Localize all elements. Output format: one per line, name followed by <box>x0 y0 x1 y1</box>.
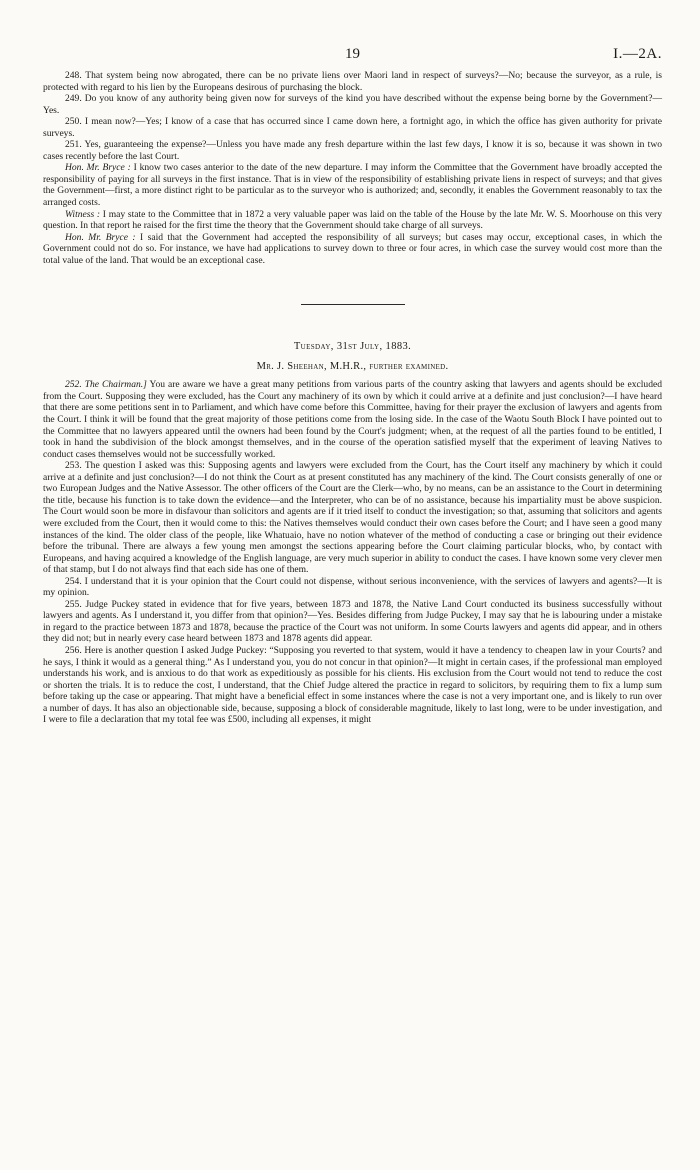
section-divider <box>301 304 405 305</box>
paragraph <box>43 93 662 116</box>
paragraph-text: 250. I mean now?—Yes; I know of a case that has occurred since I came down here, a fortnight ago, in which the office has given authority for private surveys. <box>43 116 662 139</box>
document-body <box>43 70 662 726</box>
paragraph-text: I know two cases anterior to the date of the new departure. I may inform the Committee that the Government have broadly accepted the responsibility of paying for all surveys in the first instance. That is in view of the responsibility of establishing private liens in respect of surveys; and that gives the Government—first, a more distinct right to be particular as to the surveyor who is authorized; and, secondly, it enables the Government reasonably to tax the arranged costs. <box>43 162 662 209</box>
evidence-section-two <box>43 379 662 725</box>
speaker-label: Witness : <box>65 208 101 220</box>
paragraph <box>43 116 662 139</box>
page-header <box>43 38 662 68</box>
paragraph <box>43 379 662 460</box>
paragraph-text: 253. The question I asked was this: Supposing agents and lawyers were excluded from the Court, has the Court itself any machinery by which it could arrive at a definite and just conclusion?—I do not think the Court as at present constituted has any machinery of the kind. The Court consists generally of one or two European Judges and the Native Assessor. The other officers of the Court are the Clerk—who, by no means, can be an assistance to the Court in determining the title, because his function is to take down the evidence—and the Interpreter, who can be of no assistance, because his impartiality must be above suspicion. The Court would soon be more in disfavour than solicitors and agents are if it tried itself to conduct the investigation; so that, assuming that solicitors and agents were excluded from the Court, then it would come to this: the Natives themselves would conduct their own cases before the Court; and I have seen a good many instances of the kind. The older class of the people, like Whatuaio, have no notion whatever of the method of conducting a case or bringing out their evidence before the tribunal. There are always a few young men amongst the sections appearing before the Court claiming particular blocks, who, by contact with Europeans, and having acquired a knowledge of the English language, are very much superior in ability to conduct the cases. I have known some very clever men of that stamp, but I do not always find that each side has one of them. <box>43 460 662 576</box>
paragraph <box>43 645 662 726</box>
speaker-label: Hon. Mr. Bryce : <box>65 231 136 243</box>
witness-heading: Mr. J. Sheehan, M.H.R., further examined. <box>256 360 449 372</box>
speaker-label: 252. The Chairman.] <box>65 379 147 391</box>
paragraph-text: 248. That system being now abrogated, there can be no private liens over Maori land in respect of surveys?—No; because the surveyor, as a rule, is protected with regard to his lien by the Europeans desirous of purchasing the block. <box>43 70 662 93</box>
paragraph <box>43 162 662 208</box>
paragraph <box>43 599 662 645</box>
paragraph <box>43 232 662 267</box>
paragraph-text: 251. Yes, guaranteeing the expense?—Unless you have made any fresh departure within the last few days, I know it is so, because it was shown in two cases recently before the last Court. <box>43 139 662 162</box>
paragraph-text: I said that the Government had accepted the responsibility of all surveys; but cases may occur, exceptional cases, in which the Government could not do so. For instance, we have had applications to survey down to three or four acres, in which case the survey would cost more than the total value of the land. That would be an exceptional case. <box>43 231 662 266</box>
paragraph <box>43 209 662 232</box>
paragraph <box>43 70 662 93</box>
session-date: Tuesday, 31st July, 1883. <box>293 341 412 353</box>
paragraph-text: 256. Here is another question I asked Judge Puckey: “Supposing you reverted to that system, would it have a tendency to cheapen law in your Courts? and he says, I think it would as a general thing.” As I understand you, you do not concur in that opinion?—It might in certain cases, if the professional man employed understands his work, and is anxious to do that work as expeditiously as possible for his clients. His exclusion from the Court would not tend to reduce the cost or shorten the trials. It is to reduce the cost, I understand, that the Chief Judge altered the practice in regard to solicitors, by requiring them to fix a lump sum before taking up the case or appearing. That might have a beneficial effect in some instances where the case is not a very important one, and is likely to run over a number of days. It has also an objectionable side, because, supposing a block of considerable magnitude, likely to last long, were to be under investigation, and I were to file a declaration that my total fee was £500, including all expenses, it might <box>43 644 662 726</box>
evidence-section-one <box>43 70 662 266</box>
paragraph-text: 254. I understand that it is your opinion that the Court could not dispense, without serious inconvenience, with the services of lawyers and agents?—It is my opinion. <box>43 575 662 599</box>
paragraph-text: 249. Do you know of any authority being given now for surveys of the kind you have described without the expense being borne by the Government?—Yes. <box>43 93 662 116</box>
speaker-label: Hon. Mr. Bryce : <box>65 162 131 174</box>
paper-reference: I.—2A. <box>613 46 662 62</box>
paragraph <box>43 576 662 599</box>
paragraph <box>43 460 662 575</box>
paragraph <box>43 139 662 162</box>
paragraph-text: You are aware we have a great many petitions from various parts of the country asking that lawyers and agents should be excluded from the Court. Supposing they were excluded, has the Court any machinery of its own by which it could arrive at a definite and just conclusion?—I have heard that there are some petitions sent in to Parliament, and which have come before this Committee, having for their prayer the exclusion of lawyers and agents from the Court. I think it will be found that the great majority of those petitions come from the losing side. In the case of the Waotu South Block I have pointed out to the Committee that no lawyers appeared until the owners had been found by the Court's judgment; when, at the request of all the parties found to be entitled, I took in hand the subdivision of the block amongst themselves, and in the course of the operation satisfied myself that the experiment of leaving Natives to conduct cases themselves would not be successfully worked. <box>43 379 662 460</box>
paragraph-text: 255. Judge Puckey stated in evidence that for five years, between 1873 and 1878, the Native Land Court conducted its business successfully without lawyers and agents. As I understand it, you differ from that opinion?—Yes. Besides differing from Judge Puckey, I may say that he is labouring under a mistake in regard to the practice between 1873 and 1878, because the practice of the Court was not uniform. In some Courts lawyers and agents did appear, and in others they did not; but in nearly every case heard between 1873 and 1878 agents did appear. <box>43 598 662 645</box>
paragraph-text: I may state to the Committee that in 1872 a very valuable paper was laid on the table of the House by the late Mr. W. S. Moorhouse on this very question. In that report he raised for the first time the theory that the Government should take charge of all surveys. <box>43 208 662 232</box>
page-number: 19 <box>345 46 360 62</box>
